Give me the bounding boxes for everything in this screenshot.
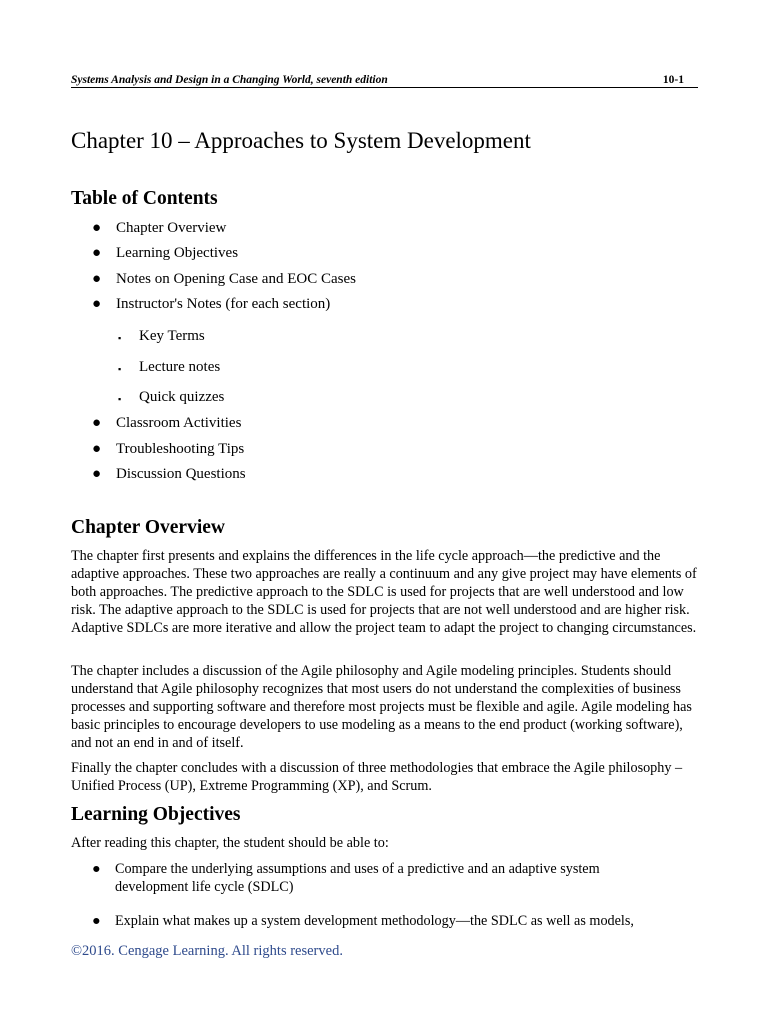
toc-item-label: Troubleshooting Tips: [116, 441, 245, 457]
toc-item-label: Lecture notes: [139, 359, 221, 375]
toc-item-label: Classroom Activities: [116, 415, 242, 431]
square-bullet-icon: ▪: [118, 364, 122, 374]
objective-text: Compare the underlying assumptions and uses of a predictive and an adaptive system development life cycle (SDLC): [115, 861, 600, 895]
bullet-icon: ●: [92, 913, 101, 929]
chapter-title: Chapter 10 – Approaches to System Development: [71, 128, 531, 153]
square-bullet-icon: ▪: [118, 333, 122, 343]
bullet-icon: ●: [92, 296, 102, 312]
objective-text: Explain what makes up a system development methodology—the SDLC as well as models,: [115, 913, 634, 929]
learning-objectives-heading: Learning Objectives: [71, 804, 241, 825]
chapter-overview-heading: Chapter Overview: [71, 517, 225, 538]
toc-item-label: Key Terms: [139, 328, 205, 344]
overview-paragraph-3: Finally the chapter concludes with a discussion of three methodologies that embrace the Agile philosophy – Unified Process (UP), Extreme Programming (XP), and Scrum.: [71, 760, 683, 794]
toc-item-label: Chapter Overview: [116, 220, 227, 236]
toc-item-label: Discussion Questions: [116, 466, 246, 482]
copyright-footer: ©2016. Cengage Learning. All rights reserved.: [71, 943, 343, 959]
toc-item-label: Instructor's Notes (for each section): [116, 296, 331, 312]
running-header: [71, 73, 698, 88]
page-number: 10-1: [662, 74, 684, 86]
overview-paragraph-1: The chapter first presents and explains the differences in the life cycle approach—the predictive and the adaptive approaches. These two approaches are really a continuum and any give project may have elements of both approaches. The predictive approach to the SDLC is used for projects that are well understood and low risk. The adaptive approach to the SDLC is used for projects that are not well understood and are higher risk. Adaptive SDLCs are more iterative and allow the project team to adapt the project to changing circumstances.: [71, 548, 697, 636]
bullet-icon: ●: [92, 245, 102, 261]
bullet-icon: ●: [92, 861, 101, 877]
objectives-intro: After reading this chapter, the student should be able to:: [71, 835, 389, 851]
book-title: Systems Analysis and Design in a Changing World, seventh edition: [71, 74, 388, 86]
bullet-icon: ●: [92, 466, 102, 482]
toc-item-label: Notes on Opening Case and EOC Cases: [116, 271, 356, 287]
overview-paragraph-2: The chapter includes a discussion of the Agile philosophy and Agile modeling principles. Students should understand that Agile philosophy recognizes that most users do not understand the complexities of business processes and supporting software and therefore most projects must be flexible and agile. Agile modeling has basic principles to encourage developers to use modeling as a means to the end product (working software), and not an end in and of itself.: [71, 663, 692, 751]
toc-heading: Table of Contents: [71, 188, 218, 209]
bullet-icon: ●: [92, 220, 102, 236]
toc-item-label: Quick quizzes: [139, 389, 225, 405]
square-bullet-icon: ▪: [118, 394, 122, 404]
bullet-icon: ●: [92, 441, 102, 457]
toc-item-label: Learning Objectives: [116, 245, 239, 261]
bullet-icon: ●: [92, 271, 102, 287]
bullet-icon: ●: [92, 415, 102, 431]
